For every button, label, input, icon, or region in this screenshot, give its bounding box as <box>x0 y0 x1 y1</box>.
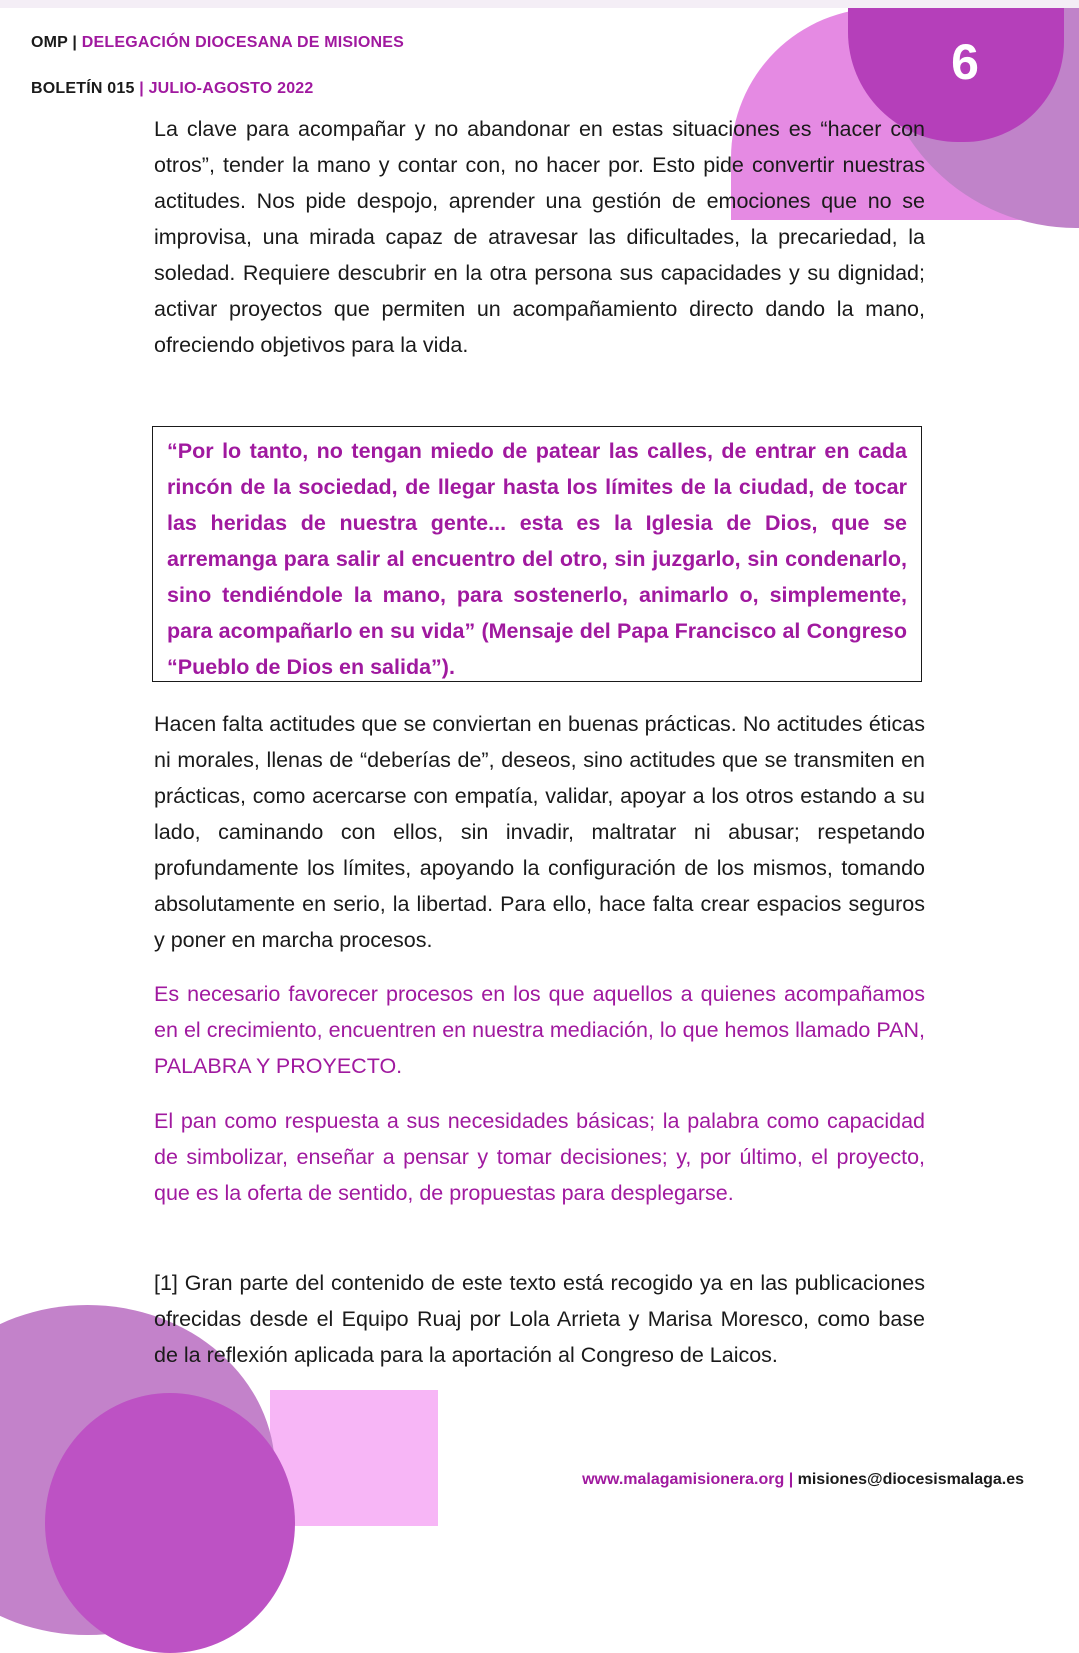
paragraph-4: El pan como respuesta a sus necesidades básicas; la palabra como capacidad de simbolizar, enseñar a pensar y tomar decisiones; y, por último, el proyecto, que es la oferta de sentido, de propuestas para desplegarse. <box>154 1109 925 1205</box>
decorative-circle-purple <box>45 1393 295 1653</box>
quote-text: “Por lo tanto, no tengan miedo de patear las calles, de entrar en cada rincón de la sociedad, de llegar hasta los límites de la ciudad, de tocar las heridas de nuestra gente... esta es la Iglesia de Dios, que se arremanga para salir al encuentro del otro, sin juzgarlo, sin condenarlo, sino tendiéndole la mano, para sostenerlo, animarlo o, simplemente, para acompañarlo en su vida” (Mensaje del Papa Francisco al Congreso “Pueblo de Dios en salida”). <box>167 439 907 679</box>
decorative-rect-light-pink <box>270 1390 438 1526</box>
footer-separator: | <box>788 1471 794 1488</box>
org-short: OMP <box>31 34 68 51</box>
header-bulletin <box>31 80 314 98</box>
paragraph-1: La clave para acompañar y no abandonar en estas situaciones es “hacer con otros”, tender la mano y contar con, no hacer por. Esto pide convertir nuestras actitudes. Nos pide despojo, aprender una gestión de emociones que no se improvisa, una mirada capaz de atravesar las dificultades, la precariedad, la soledad. Requiere descubrir en la otra persona sus capacidades y su dignidad; activar proyectos que permiten un acompañamiento directo dando la mano, ofreciendo objetivos para la vida. <box>154 117 925 357</box>
footer <box>534 1471 1024 1489</box>
bulletin-label: BOLETÍN 015 <box>31 80 135 97</box>
footer-email-link[interactable]: misiones@diocesismalaga.es <box>797 1471 1024 1488</box>
org-separator: | <box>72 34 78 51</box>
page-number: 6 <box>951 34 979 90</box>
paragraph-3: Es necesario favorecer procesos en los que aquellos a quienes acompañamos en el crecimiento, encuentren en nuestra mediación, lo que hemos llamado PAN, PALABRA Y PROYECTO. <box>154 982 925 1078</box>
paragraph-2: Hacen falta actitudes que se conviertan en buenas prácticas. No actitudes éticas ni morales, llenas de “deberías de”, deseos, sino actitudes que se transmiten en prácticas, como acercarse con empatía, validar, apoyar a los otros estando a su lado, caminando con ellos, sin invadir, maltratar ni abusar; respetando profundamente los límites, apoyando la configuración de los mismos, tomando absolutamente en serio, la libertad. Para ello, hace falta crear espacios seguros y poner en marcha procesos. <box>154 712 925 952</box>
quote-box <box>152 426 922 682</box>
header-organization <box>31 34 404 52</box>
org-name: DELEGACIÓN DIOCESANA DE MISIONES <box>81 34 405 51</box>
bulletin-separator: | <box>139 80 144 97</box>
bulletin-date: JULIO-AGOSTO 2022 <box>148 80 314 97</box>
top-band <box>0 0 1079 8</box>
footnote: [1] Gran parte del contenido de este texto está recogido ya en las publicaciones ofrecidas desde el Equipo Ruaj por Lola Arrieta y Marisa Moresco, como base de la reflexión aplicada para la aportación al Congreso de Laicos. <box>154 1271 925 1367</box>
footer-website-link[interactable]: www.malagamisionera.org <box>582 1471 785 1488</box>
